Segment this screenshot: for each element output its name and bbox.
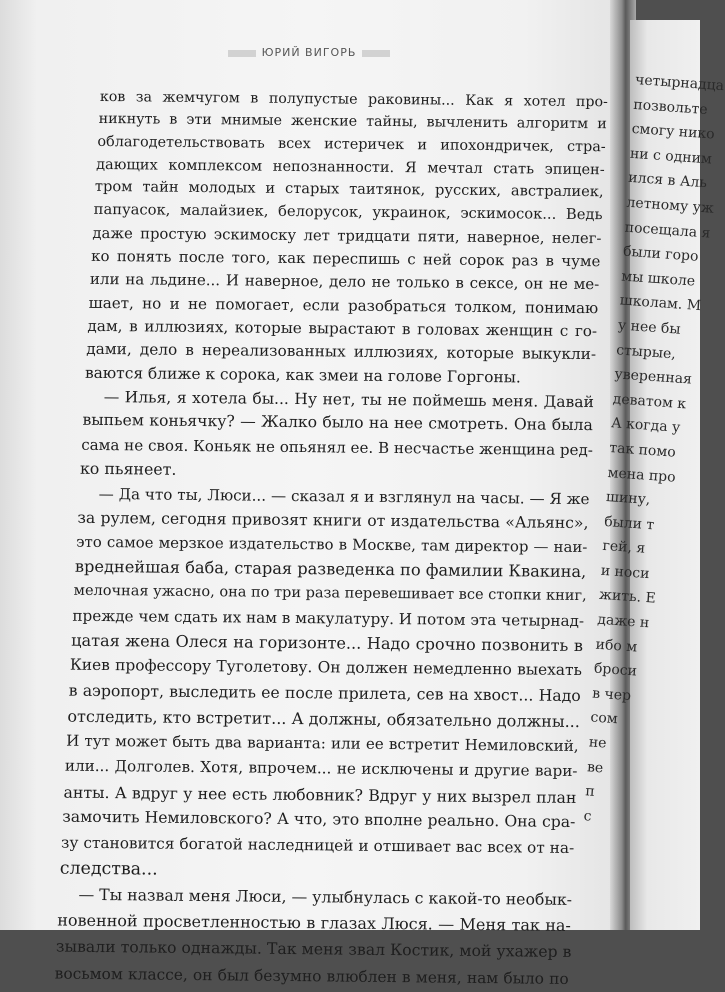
text-line: Киев профессору Туголетову. Он должен немедленно выехать bbox=[69, 656, 582, 680]
right-page-line: ибо м bbox=[595, 636, 638, 656]
running-head bbox=[0, 46, 618, 59]
text-line: прежде чем сдать их нам в макулатуру. И потом эта четырнад- bbox=[72, 606, 585, 630]
text-line: И тут может быть два варианта: или ее встретит Немиловский, bbox=[66, 731, 579, 755]
right-page-line: четырнадца bbox=[634, 71, 725, 95]
right-page-line: мена про bbox=[607, 464, 677, 486]
right-page-line: и носи bbox=[600, 562, 651, 583]
text-line: отследить, кто встретит... А должны, обязательно должны... bbox=[67, 706, 580, 731]
text-line: новенной просветленностью в глазах Люся. — Меня так на- bbox=[57, 910, 571, 936]
text-line: дами, дело в нереализованных иллюзиях, которые выкукли- bbox=[86, 340, 597, 364]
text-line: в аэропорт, выследить ее после прилета, сев на хвост... Надо bbox=[68, 681, 581, 706]
right-page-line: сом bbox=[589, 709, 619, 728]
text-line: вреднейшая баба, старая разведенка по фамилии Квакина, bbox=[74, 556, 587, 581]
text-line: анты. А вдруг у нее есть любовник? Вдруг у них вызрел план bbox=[63, 782, 577, 807]
right-page-line: были горо bbox=[622, 243, 699, 265]
text-line: дающих комплексом непознанности. Я мечтал стать эпицен- bbox=[96, 156, 605, 178]
right-page-line: стырые, bbox=[615, 341, 677, 362]
text-line: ко понять после того, как переспишь с ней сорок раз в чуме bbox=[91, 246, 601, 271]
text-line: папуасок, малайзиек, белорусок, украинок, эскимосок... Ведь bbox=[93, 200, 603, 224]
right-page-line: гей, я bbox=[602, 538, 646, 558]
running-head-rule-left bbox=[228, 50, 256, 57]
text-line: — Ты назвал меня Люси, — улыбнулась с какой-то необык- bbox=[78, 885, 573, 910]
right-page-line: даже н bbox=[596, 611, 650, 632]
text-line: облагодетельствовать всех истеричек и ипохондричек, стра- bbox=[97, 133, 606, 156]
text-line: или... Долголев. Хотя, впрочем... не исключены и другие вари- bbox=[64, 756, 578, 781]
right-page-line: в чер bbox=[591, 685, 632, 705]
text-line: следства... bbox=[59, 858, 158, 880]
right-page-line: А когда у bbox=[610, 415, 681, 437]
text-line: никнуть в эти мнимые женские тайны, вычленить алгоритм и bbox=[98, 111, 607, 133]
right-page-line: летному уж bbox=[626, 194, 715, 217]
right-page-line: ни с одним bbox=[629, 145, 713, 168]
text-line: зу становится богатой наследницей и отшивает вас всех от на- bbox=[60, 833, 575, 857]
right-page-line: деватом к bbox=[612, 390, 687, 413]
text-line: ко пьянеет. bbox=[79, 459, 177, 480]
right-page-line: ве bbox=[586, 758, 604, 777]
text-line: тром тайн молодых и старых таитянок, русских, австралиек, bbox=[94, 178, 604, 201]
text-line: ваются ближе к сорока, как змеи на голове Горгоны. bbox=[84, 363, 521, 387]
text-line: мелочная ужасно, она по три раза перевешивает все стопки книг, bbox=[73, 582, 587, 605]
right-page-line: броси bbox=[593, 660, 638, 680]
right-page-line: так помо bbox=[608, 439, 677, 461]
text-line: замочить Немиловского? А что, это вполне реально. Она сра- bbox=[62, 807, 576, 832]
text-line: ков за жемчугом в полупустые раковины... Как я хотел про- bbox=[99, 88, 608, 111]
text-line: цатая жена Олеся на горизонте... Надо срочно позвонить в bbox=[71, 630, 584, 655]
text-line: зывали только однажды. Так меня звал Костик, мой ухажер в bbox=[55, 936, 572, 962]
running-head-text: ЮРИЙ ВИГОРЬ bbox=[261, 46, 357, 59]
right-page-line: шину, bbox=[605, 489, 651, 509]
right-page-line: были т bbox=[603, 513, 655, 534]
body-text bbox=[54, 86, 612, 992]
text-line: выпьем коньячку? — Жалко было на нее смотреть. Она была bbox=[82, 411, 593, 435]
text-line: — Да что ты, Люси... — сказал я и взглянул на часы. — Я же bbox=[98, 484, 590, 508]
right-page-line: с bbox=[583, 808, 593, 825]
right-page-line: позвольте bbox=[632, 96, 709, 118]
text-line: дам, в иллюзиях, которые вырастают в головах женщин с го- bbox=[87, 316, 598, 341]
text-line: это самое мерзкое издательство в Москве, там директор — наи- bbox=[76, 532, 588, 557]
text-line: сама не своя. Коньяк не опьянял ее. В несчастье женщина ред- bbox=[81, 436, 594, 460]
right-page-line: у нее бы bbox=[617, 317, 682, 338]
text-line: за рулем, сегодня привозят книги от издательства «Альянс», bbox=[77, 508, 589, 532]
right-page-line: посещала я bbox=[624, 219, 711, 242]
right-page-line: мы школе bbox=[620, 268, 696, 290]
text-line: шает, но и не помогает, если разобраться толком, понимаю bbox=[88, 293, 599, 317]
text-line: восьмом классе, он был безумно влюблен в меня, нам было по bbox=[54, 964, 569, 988]
text-line: — Илья, я хотела бы... Ну нет, ты не поймешь меня. Давай bbox=[103, 387, 594, 411]
right-page-line: ился в Аль bbox=[627, 170, 708, 192]
right-page-line: не bbox=[588, 734, 607, 752]
right-page-line: смогу нико bbox=[631, 121, 716, 143]
text-line: или на льдине... И наверное, дело не только в сексе, он не ме- bbox=[89, 270, 600, 294]
running-head-rule-right bbox=[362, 50, 390, 57]
right-page-line: п bbox=[584, 783, 596, 801]
right-page-line: жить. Е bbox=[598, 587, 657, 608]
right-page bbox=[583, 20, 725, 930]
right-page-line: школам. М bbox=[619, 292, 702, 315]
right-page-line: уверенная bbox=[614, 366, 693, 388]
text-line: даже простую эскимоску лет тридцати пяти, наверное, нелег- bbox=[92, 224, 602, 248]
